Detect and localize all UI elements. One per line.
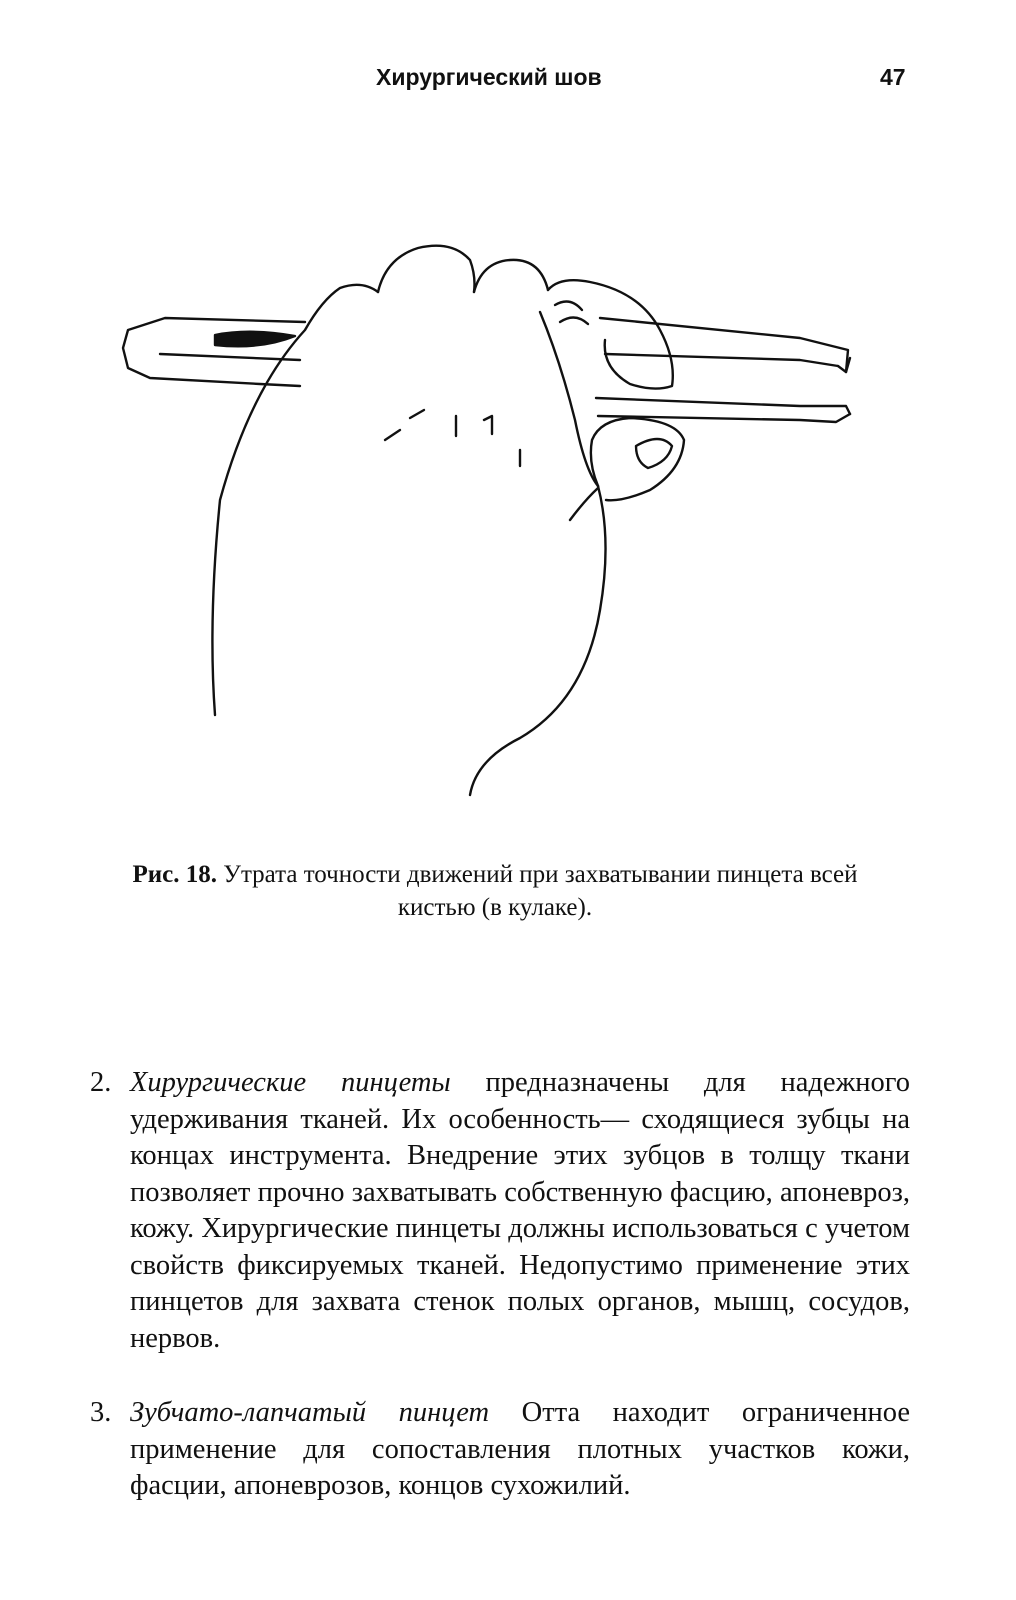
list-item (90, 1395, 910, 1505)
hand-forceps-illustration (110, 200, 890, 820)
list-item-number: 2. (90, 1067, 112, 1098)
caption-label: Рис. 18. (132, 861, 217, 888)
hand-outline-right (470, 486, 606, 795)
list-item-body (130, 1065, 910, 1357)
thumbnail (636, 439, 672, 468)
figure-hand-forceps (110, 200, 890, 820)
thumb (591, 418, 684, 500)
figure-caption (100, 858, 890, 924)
forceps-lower-arm (596, 398, 850, 414)
running-head (0, 64, 1016, 98)
list-item-body (130, 1395, 910, 1505)
running-title: Хирургический шов (376, 64, 602, 90)
index-finger (378, 246, 475, 292)
caption-text: Утрата точности движений при захватывании пинцета всей кистью (в кулаке). (223, 861, 858, 921)
forceps-handle (123, 318, 305, 386)
hand-outline-left (212, 285, 378, 715)
middle-finger (474, 260, 548, 292)
forceps-handle-slot (215, 332, 295, 347)
list-item (90, 1065, 910, 1357)
page-number: 47 (880, 64, 906, 90)
forceps-upper-arm (600, 318, 848, 372)
list-item-text: предназначены для надежного удерживания тканей. Их особенность— сходящиеся зубцы на концах инструмента. Внедрение этих зубцов в толщу ткани позволяет прочно захватывать собственную фасцию, апоневроз, кожу. Хирургические пинцеты должны использоваться с учетом свойств фиксируемых тканей. Недопустимо применение этих пинцетов для захвата стенок полых органов, мышц, сосудов, нервов. (130, 1067, 911, 1354)
list-item-term: Хирургические пинцеты (130, 1067, 451, 1098)
list-item-term: Зубчато-лапчатый пинцет (130, 1397, 490, 1428)
ring-finger (548, 280, 673, 388)
forceps-upper-arm-lower-edge (605, 354, 838, 366)
list-item-number: 3. (90, 1397, 112, 1428)
list-item-text: Отта находит ограниченное применение для сопоставления плотных участков кожи, фасции, апоневрозов, концов сухожилий. (130, 1397, 910, 1501)
